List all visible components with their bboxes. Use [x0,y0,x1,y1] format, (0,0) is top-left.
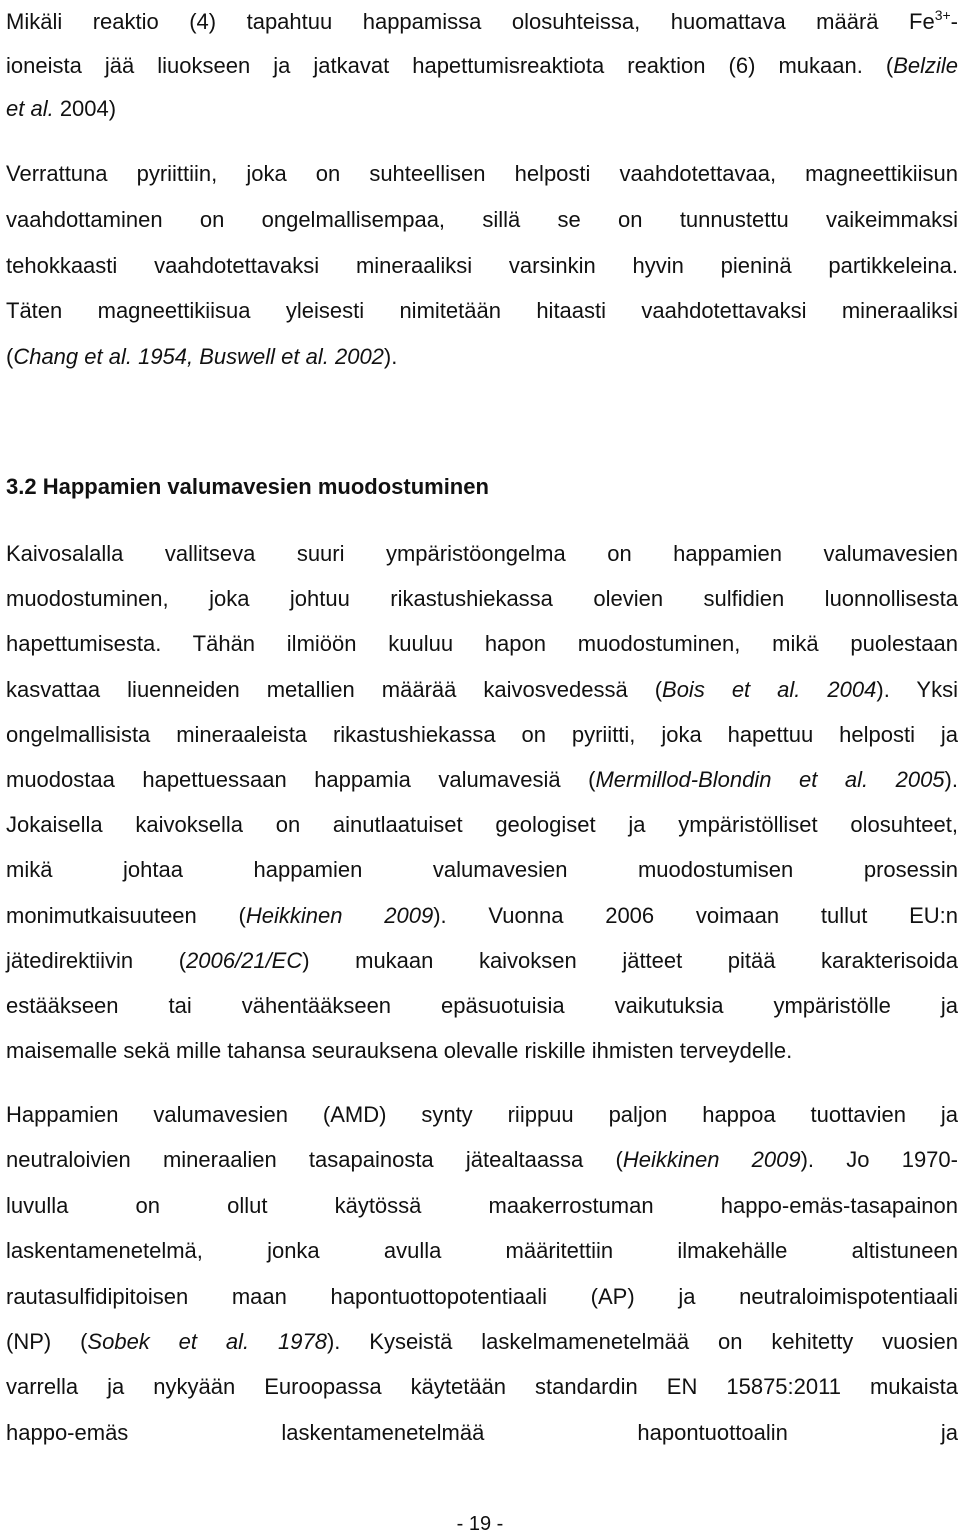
citation: Sobek et al. 1978 [87,1329,327,1355]
citation: Belzile [893,52,958,78]
text-span: ). [383,344,398,370]
paragraph-amd [6,1092,958,1455]
text-span: ). Kyseistä laskelmamenetelmää on kehitetty vuosien [326,1329,959,1355]
paragraph-acid-drainage [6,531,958,1073]
citation: Bois et al. 2004 [662,676,877,702]
text-line [6,893,958,938]
citation: et al. [6,96,54,121]
text-line: varrella ja nykyään Euroopassa käytetään standardin EN 15875:2011 mukaista [6,1374,958,1400]
text-span: ). [944,767,958,793]
text-line [6,87,958,131]
paragraph-magnetite [6,151,958,380]
text-span: 2004) [53,96,117,121]
page-number: - 19 - [456,1513,504,1535]
text-line: ongelmallisista mineraaleista rikastushiekassa on pyriitti, joka hapettuu helposti ja [6,721,958,747]
text-line [6,1137,958,1182]
text-span: ). Jo 1970- [800,1147,958,1173]
text-span: ). Yksi [876,676,958,702]
text-line: laskentamenetelmä, jonka avulla määritettiin ilmakehälle altistuneen [6,1238,958,1264]
text-span: ioneista jää liuokseen ja jatkavat hapettumisreaktiota reaktion (6) mukaan. ( [6,52,894,78]
citation: Chang et al. 1954, Buswell et al. 2002 [13,344,384,370]
citation: Mermillod-Blondin et al. 2005 [595,767,945,793]
citation: Heikkinen 2009 [622,1147,801,1173]
text-span: kasvattaa liuenneiden metallien määrää kaivosvedessä ( [6,676,663,702]
text-span: ). Vuonna 2006 voimaan tullut EU:n [433,902,958,928]
section-heading: 3.2 Happamien valumavesien muodostuminen [6,474,489,499]
text-span: ( [6,344,14,370]
text-line: estääkseen tai vähentääkseen epäsuotuisia vaikutuksia ympäristölle ja [6,993,958,1019]
text-line: Täten magneettikiisua yleisesti nimitetään hitaasti vaahdotettavaksi mineraaliksi [6,298,958,324]
text-line: maisemalle sekä mille tahansa seurauksena olevalle riskille ihmisten terveydelle. [6,1038,793,1064]
text-line [6,44,958,88]
text-line: tehokkaasti vaahdotettavaksi mineraaliksi varsinkin hyvin pieninä partikkeleina. [6,252,958,278]
text-span: neutraloivien mineraalien tasapainosta jätealtaassa ( [6,1147,623,1173]
text-span: - [950,9,958,34]
text-line [6,938,958,983]
text-line: vaahdottaminen on ongelmallisempaa, sillä se on tunnustettu vaikeimmaksi [6,206,958,232]
text-line: mikä johtaa happamien valumavesien muodostumisen prosessin [6,857,958,883]
text-line: rautasulfidipitoisen maan hapontuottopotentiaali (AP) ja neutraloimispotentiaali [6,1283,958,1309]
text-line: Kaivosalalla vallitseva suuri ympäristöongelma on happamien valumavesien [6,541,958,566]
paragraph-reaction [6,0,958,131]
text-line: muodostuminen, joka johtuu rikastushiekassa olevien sulfidien luonnollisesta [6,586,958,612]
text-line: Happamien valumavesien (AMD) synty riippuu paljon happoa tuottavien ja [6,1102,958,1127]
text-span: ) mukaan kaivoksen jätteet pitää karakterisoida [302,947,958,973]
text-line: Verrattuna pyriittiin, joka on suhteellisen helposti vaahdotettavaa, magneettikiisun [6,161,958,186]
text-span: Mikäli reaktio (4) tapahtuu happamissa olosuhteissa, huomattava määrä Fe [6,9,935,34]
text-line [6,334,958,380]
text-line [6,757,958,802]
text-line [6,667,958,712]
text-span: jätedirektiivin ( [6,947,187,973]
text-line: Jokaisella kaivoksella on ainutlaatuiset geologiset ja ympäristölliset olosuhteet, [6,812,958,838]
text-line [6,0,958,44]
citation: 2006/21/EC [186,947,303,973]
superscript: 3+ [934,7,951,23]
citation: Heikkinen 2009 [245,902,434,928]
text-line: happo-emäs laskentamenetelmää hapontuottoalin ja [6,1419,958,1445]
text-line: luvulla on ollut käytössä maakerrostuman happo-emäs-tasapainon [6,1192,958,1218]
text-line [6,1319,958,1364]
text-span: monimutkaisuuteen ( [6,902,246,928]
text-span: (NP) ( [6,1329,88,1355]
text-span: muodostaa hapettuessaan happamia valumavesiä ( [6,767,596,793]
text-line: hapettumisesta. Tähän ilmiöön kuuluu hapon muodostuminen, mikä puolestaan [6,631,958,657]
